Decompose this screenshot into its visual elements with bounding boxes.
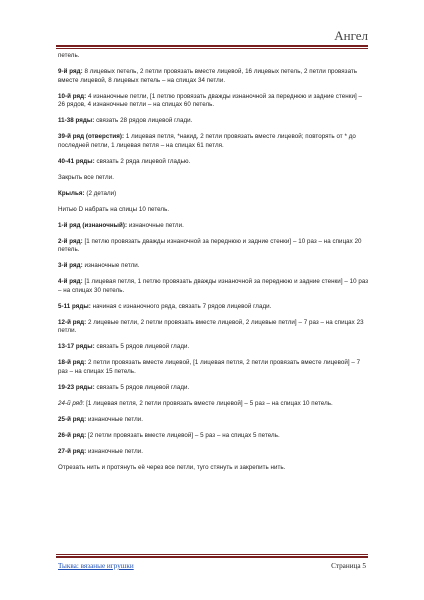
row-label: 10-й ряд: bbox=[58, 92, 87, 100]
paragraph bbox=[58, 174, 370, 183]
paragraph bbox=[58, 238, 370, 255]
document-body bbox=[58, 52, 370, 480]
row-label: Крылья: bbox=[58, 189, 85, 197]
paragraph-text: изнаночные петли. bbox=[82, 262, 140, 270]
paragraph bbox=[58, 448, 370, 457]
row-label: 3-й ряд: bbox=[58, 262, 83, 270]
row-label: 12-й ряд: bbox=[58, 318, 87, 326]
paragraph-text: связать 2 ряда лицевой гладью. bbox=[94, 157, 191, 165]
paragraph bbox=[58, 384, 370, 393]
paragraph bbox=[58, 68, 370, 85]
paragraph bbox=[58, 222, 370, 231]
paragraph-text: начиная с изнаночного ряда, связать 7 рядов лицевой глади. bbox=[90, 302, 272, 310]
paragraph-text: [1 лицевая петля, 1 петлю провязать дважды изнаночной за переднюю и задние стенки] – 10 раз – на спицах 30 петель. bbox=[58, 278, 369, 294]
paragraph bbox=[58, 303, 370, 312]
row-label: 1-й ряд (изнаночный): bbox=[58, 221, 128, 229]
page-number: Страница 5 bbox=[331, 562, 366, 570]
footer-rule bbox=[56, 554, 368, 558]
row-label: 27-й ряд: bbox=[58, 447, 87, 455]
paragraph bbox=[58, 93, 370, 110]
row-label: 24-й ряд: bbox=[58, 399, 85, 407]
paragraph bbox=[58, 432, 370, 441]
paragraph bbox=[58, 206, 370, 215]
row-label: 9-й ряд: bbox=[58, 67, 83, 75]
header-rule bbox=[56, 45, 368, 49]
paragraph bbox=[58, 359, 370, 376]
paragraph-text: (2 детали) bbox=[84, 189, 117, 197]
paragraph-text: [2 петли провязать вместе лицевой] – 5 раз – на спицах 5 петель. bbox=[86, 431, 280, 439]
paragraph-text: Нитью D набрать на спицы 10 петель. bbox=[58, 205, 170, 213]
paragraph-text: связать 5 рядов лицевой глади. bbox=[94, 383, 190, 391]
paragraph bbox=[58, 158, 370, 167]
paragraph bbox=[58, 52, 370, 61]
paragraph-text: 2 лицевые петли, 2 петли провязать вместе лицевой, 2 лицевые петли] – 7 раз – на спицах 23 петли. bbox=[58, 318, 364, 335]
row-label: 4-й ряд: bbox=[58, 278, 83, 286]
paragraph-text: изнаночные петли. bbox=[86, 447, 144, 455]
row-label: 39-й ряд (отверстия): bbox=[58, 133, 125, 141]
row-label: 25-й ряд: bbox=[58, 415, 87, 423]
paragraph bbox=[58, 416, 370, 425]
page-footer bbox=[56, 562, 368, 574]
row-label: 2-й ряд: bbox=[58, 237, 83, 245]
paragraph bbox=[58, 278, 370, 295]
paragraph bbox=[58, 319, 370, 336]
paragraph bbox=[58, 262, 370, 271]
paragraph bbox=[58, 133, 370, 150]
row-label: 18-й ряд: bbox=[58, 359, 87, 367]
row-label: 19-23 ряды: bbox=[58, 383, 95, 391]
paragraph-text: изнаночные петли. bbox=[86, 415, 144, 423]
paragraph-text: 4 изнаночные петли, [1 петлю провязать дважды изнаночной за переднюю и задние стенки] – 26 рядов, 4 изнаночные петли – на спицах 60 петель. bbox=[58, 92, 362, 109]
row-label: 26-й ряд: bbox=[58, 431, 87, 439]
paragraph-text: [1 лицевая петля, 2 петли провязать вместе лицевой] – 5 раз – на спицах 10 петель. bbox=[84, 399, 333, 407]
paragraph bbox=[58, 464, 370, 473]
paragraph-text: связать 28 рядов лицевой глади. bbox=[94, 117, 193, 125]
paragraph bbox=[58, 343, 370, 352]
row-label: 11-38 ряды: bbox=[58, 117, 95, 125]
row-label: 5-11 ряды: bbox=[58, 302, 91, 310]
paragraph-text: 1 лицевая петля, *накид, 2 петли провязать вместе лицевой; повторять от * до последней петли, 1 лицевая петля – на спицах 61 петля. bbox=[58, 133, 356, 149]
paragraph-text: Отрезать нить и протянуть её через все петли, туго стянуть и закрепить нить. bbox=[58, 463, 286, 471]
paragraph-text: связать 5 рядов лицевой глади. bbox=[94, 343, 190, 351]
paragraph-text: 8 лицевых петель, 2 петли провязать вместе лицевой, 16 лицевых петель, 2 петли провязать вместе лицевой, 8 лицевых петель – на спицах 34 петли. bbox=[58, 67, 358, 84]
document-title: Ангел bbox=[334, 28, 368, 43]
paragraph-text: [1 петлю провязать дважды изнаночной за переднюю и задние стенки] – 10 раз – на спицах 20 петель. bbox=[58, 237, 362, 254]
row-label: 40-41 ряды: bbox=[58, 157, 95, 165]
row-label: 13-17 ряды: bbox=[58, 343, 95, 351]
paragraph-text: изнаночные петли. bbox=[127, 221, 184, 229]
paragraph bbox=[58, 190, 370, 199]
footer-link[interactable]: Тыква: вязаные игрушки bbox=[58, 562, 134, 570]
paragraph-text: петель. bbox=[58, 52, 80, 59]
paragraph-text: 2 петли провязать вместе лицевой, [1 лицевая петля, 2 петли провязать вместе лицевой] – 7 раз – на спицах 15 петель. bbox=[58, 359, 361, 375]
page-header bbox=[56, 26, 368, 46]
paragraph-text: Закрыть все петли. bbox=[58, 173, 114, 181]
paragraph bbox=[58, 117, 370, 126]
paragraph bbox=[58, 400, 370, 409]
